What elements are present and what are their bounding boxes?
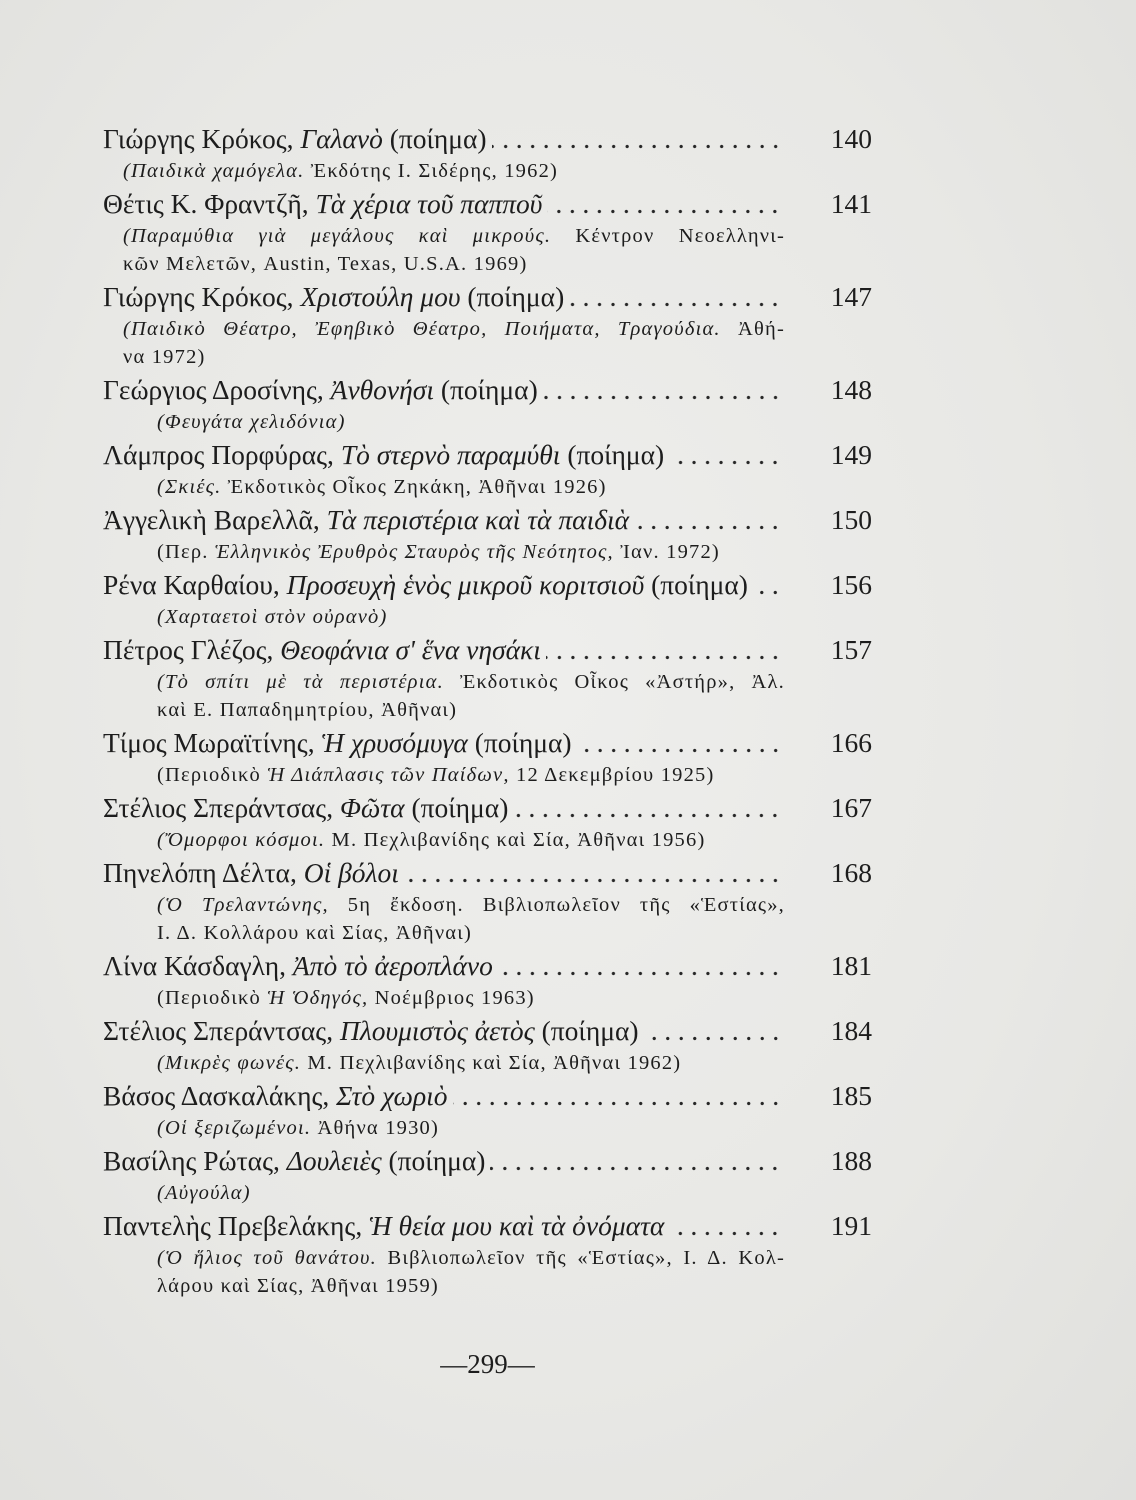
entry-genre-note: (ποίημα): [567, 439, 665, 470]
source-text: Ἀθήνα 1930): [311, 1117, 440, 1139]
entry-page-number: 157: [830, 634, 872, 665]
entry-title: Φῶτα: [339, 792, 405, 823]
entry-title: Τὰ περιστέρια καὶ τὰ παιδιὰ: [326, 504, 630, 535]
entry-genre-note: (ποίημα): [389, 123, 487, 154]
dot-leader: [644, 1012, 782, 1049]
entry-source: [157, 473, 785, 501]
entry-page-number: 149: [830, 439, 872, 470]
entry-heading-text: [103, 947, 493, 984]
entry-heading: [103, 1077, 872, 1114]
dot-leader: [547, 185, 782, 222]
entry-source: [157, 1114, 785, 1142]
entry-title: Ἡ χρυσόμυγα: [321, 727, 468, 758]
entry-source-line: [157, 891, 785, 919]
entry-heading: [103, 1142, 872, 1179]
contents-entry: [103, 501, 872, 566]
source-text: (Περιοδικὸ: [157, 987, 268, 1009]
contents-entry: [103, 278, 872, 371]
entry-page-number: 156: [830, 569, 872, 600]
entry-title: Θεοφάνια σ' ἕνα νησάκι: [280, 634, 541, 665]
entry-source-line: [157, 473, 785, 501]
source-text: Ι. Δ. Κολλάρου καὶ Σίας, Ἀθῆναι): [157, 922, 472, 944]
contents-entry: [103, 854, 872, 947]
source-publication-title: (Χαρταετοὶ στὸν οὐρανὸ): [157, 606, 388, 628]
source-publication-title: (Φευγάτα χελιδόνια): [157, 411, 346, 433]
entry-heading-text: [103, 371, 538, 408]
entry-author: Στέλιος Σπεράντσας,: [103, 792, 334, 823]
entry-source-line: [123, 222, 785, 250]
entry-author: Λάμπρος Πορφύρας,: [103, 439, 334, 470]
source-text: καὶ Ε. Παπαδημητρίου, Ἀθῆναι): [157, 699, 458, 721]
source-text: Βιβλιοπωλεῖον τῆς «Ἑστίας», Ι. Δ. Κολ-: [376, 1247, 785, 1269]
entry-source: [157, 1244, 785, 1300]
entry-heading: [103, 278, 872, 315]
entry-author: Βασίλης Ρώτας,: [103, 1145, 280, 1176]
entry-source: [157, 1049, 785, 1077]
entry-source-line: [123, 315, 785, 343]
dot-leader: [543, 371, 782, 408]
entry-heading-text: [103, 1142, 485, 1179]
entry-heading-text: [103, 566, 748, 603]
dot-leader: [498, 947, 782, 984]
entry-source-line: [123, 343, 785, 371]
source-text: Κέντρον Νεοελληνι-: [551, 225, 785, 247]
entry-genre-note: (ποίημα): [651, 569, 748, 600]
dot-leader: [634, 501, 782, 538]
entry-title: Οἱ βόλοι: [303, 857, 399, 888]
entry-author: Γιώργης Κρόκος,: [103, 123, 294, 154]
entry-source-line: [157, 1244, 785, 1272]
entry-heading: [103, 566, 872, 603]
entry-heading: [103, 947, 872, 984]
entry-author: Γιώργης Κρόκος,: [103, 281, 294, 312]
source-text: Ἐκδοτικὸς Οἶκος «Ἀστήρ», Ἀλ.: [443, 671, 786, 693]
entry-source: [157, 984, 785, 1012]
entry-heading: [103, 185, 872, 222]
dot-leader: [753, 566, 782, 603]
entry-source-line: [157, 984, 785, 1012]
entry-source-line: [157, 408, 785, 436]
entry-page-number: 150: [830, 504, 872, 535]
source-text: 12 Δεκεμβρίου 1925): [509, 764, 715, 786]
source-text: Μ. Πεχλιβανίδης καὶ Σία, Ἀθῆναι 1962): [301, 1052, 682, 1074]
contents-entry: [103, 631, 872, 724]
entry-heading: [103, 436, 872, 473]
entry-title: Στὸ χωριὸ: [336, 1080, 448, 1111]
entry-heading: [103, 1012, 872, 1049]
contents-list: [103, 120, 872, 1300]
source-publication-title: (Παιδικὸ Θέατρο, Ἐφηβικὸ Θέατρο, Ποιήματα, Τραγούδια.: [123, 318, 721, 340]
source-text: Μ. Πεχλιβανίδης καὶ Σία, Ἀθῆναι 1956): [325, 829, 706, 851]
entry-page-number: 168: [830, 857, 872, 888]
entry-author: Παντελὴς Πρεβελάκης,: [103, 1210, 363, 1241]
entry-heading: [103, 724, 872, 761]
dot-leader: [546, 631, 782, 668]
dot-leader: [669, 436, 782, 473]
entry-page-number: 191: [830, 1210, 872, 1241]
entry-page-number: 184: [830, 1015, 872, 1046]
source-publication-title: (Σκιές.: [157, 476, 222, 498]
entry-source-line: [157, 919, 785, 947]
entry-source-line: [157, 538, 785, 566]
entry-source: [157, 826, 785, 854]
source-text: λάρου καὶ Σίας, Ἀθῆναι 1959): [157, 1275, 439, 1297]
entry-author: Ἀγγελικὴ Βαρελλᾶ,: [103, 504, 320, 535]
entry-genre-note: (ποίημα): [388, 1145, 486, 1176]
entry-source: [157, 761, 785, 789]
entry-heading: [103, 371, 872, 408]
entry-author: Πέτρος Γλέζος,: [103, 634, 274, 665]
entry-heading: [103, 120, 872, 157]
entry-source: [123, 315, 785, 371]
contents-entry: [103, 120, 872, 185]
source-text: Νοέμβριος 1963): [368, 987, 535, 1009]
folio-page-number: —299—: [440, 1349, 535, 1379]
entry-heading: [103, 789, 872, 826]
source-text: Ἀθή-: [720, 318, 785, 340]
entry-genre-note: (ποίημα): [474, 727, 572, 758]
source-text: (Περ.: [157, 541, 215, 563]
contents-entry: [103, 1077, 872, 1142]
dot-leader: [669, 1207, 782, 1244]
dot-leader: [453, 1077, 782, 1114]
entry-title: Πλουμιστὸς ἀετὸς: [339, 1015, 535, 1046]
entry-genre-note: (ποίημα): [541, 1015, 639, 1046]
entry-title: Ἀνθονήσι: [330, 374, 434, 405]
contents-entry: [103, 566, 872, 631]
entry-heading-text: [103, 501, 629, 538]
contents-entry: [103, 947, 872, 1012]
entry-title: Τὸ στερνὸ παραμύθι: [340, 439, 561, 470]
contents-entry: [103, 1207, 872, 1300]
entry-source-line: [157, 1179, 785, 1207]
dot-leader: [490, 1142, 782, 1179]
source-publication-title: (Παραμύθια γιὰ μεγάλους καὶ μικρούς.: [123, 225, 552, 247]
entry-genre-note: (ποίημα): [440, 374, 538, 405]
entry-author: Στέλιος Σπεράντσας,: [103, 1015, 334, 1046]
entry-source-line: [157, 696, 785, 724]
entry-title: Γαλανὸ: [300, 123, 383, 154]
source-publication-title: (Οἱ ξεριζωμένοι.: [157, 1117, 312, 1139]
contents-entry: [103, 1142, 872, 1207]
entry-heading: [103, 854, 872, 891]
dot-leader: [492, 120, 782, 157]
entry-page-number: 141: [830, 188, 872, 219]
entry-source-line: [157, 761, 785, 789]
entry-title: Ἀπὸ τὸ ἀεροπλάνο: [292, 950, 493, 981]
entry-source: [157, 603, 785, 631]
source-publication-title: (Παιδικὰ χαμόγελα.: [123, 160, 305, 182]
source-text: (Περιοδικὸ: [157, 764, 268, 786]
source-publication-title: (Ὁ ἥλιος τοῦ θανάτου.: [157, 1247, 377, 1269]
entry-source-line: [157, 1049, 785, 1077]
entry-genre-note: (ποίημα): [411, 792, 509, 823]
entry-title: Δουλειὲς: [286, 1145, 382, 1176]
dot-leader: [577, 724, 782, 761]
contents-entry: [103, 1012, 872, 1077]
entry-page-number: 148: [830, 374, 872, 405]
entry-title: Ἡ θεία μου καὶ τὰ ὀνόματα: [369, 1210, 665, 1241]
entry-source: [157, 408, 785, 436]
entry-author: Τίμος Μωραϊτίνης,: [103, 727, 315, 758]
entry-heading-text: [103, 185, 542, 222]
source-publication-title: (Τὸ σπίτι μὲ τὰ περιστέρια.: [157, 671, 444, 693]
entry-heading-text: [103, 789, 508, 826]
entry-heading-text: [103, 724, 572, 761]
entry-source-line: [157, 826, 785, 854]
source-text: Ἐκδοτικὸς Οἶκος Ζηκάκη, Ἀθῆναι 1926): [221, 476, 607, 498]
entry-page-number: 167: [830, 792, 872, 823]
entry-genre-note: (ποίημα): [467, 281, 565, 312]
entry-page-number: 185: [830, 1080, 872, 1111]
entry-author: Πηνελόπη Δέλτα,: [103, 857, 297, 888]
entry-heading: [103, 501, 872, 538]
contents-entry: [103, 436, 872, 501]
entry-title: Τὰ χέρια τοῦ παπποῦ: [315, 188, 543, 219]
entry-source: [157, 538, 785, 566]
entry-author: Ρένα Καρθαίου,: [103, 569, 280, 600]
source-publication-title: (Αὐγούλα): [157, 1182, 251, 1204]
entry-source-line: [157, 603, 785, 631]
entry-heading-text: [103, 120, 487, 157]
source-text: να 1972): [123, 346, 206, 368]
source-publication-title: (Ὄμορφοι κόσμοι.: [157, 829, 326, 851]
source-publication-title: Ἡ Διάπλασις τῶν Παίδων,: [267, 764, 510, 786]
contents-entry: [103, 371, 872, 436]
contents-entry: [103, 789, 872, 854]
dot-leader: [404, 854, 782, 891]
entry-author: Βάσος Δασκαλάκης,: [103, 1080, 330, 1111]
entry-source-line: [123, 250, 785, 278]
entry-title: Προσευχὴ ἑνὸς μικροῦ κοριτσιοῦ: [286, 569, 645, 600]
entry-heading-text: [103, 1077, 448, 1114]
contents-entry: [103, 185, 872, 278]
source-publication-title: (Ὁ Τρελαντώνης,: [157, 894, 329, 916]
entry-source-line: [157, 1272, 785, 1300]
entry-page-number: 147: [830, 281, 872, 312]
entry-author: Θέτις Κ. Φραντζῆ,: [103, 188, 309, 219]
entry-source-line: [157, 1114, 785, 1142]
entry-author: Λίνα Κάσδαγλη,: [103, 950, 286, 981]
entry-source: [123, 222, 785, 278]
entry-page-number: 181: [830, 950, 872, 981]
source-publication-title: Ἡ Ὁδηγός,: [267, 987, 369, 1009]
entry-source: [157, 891, 785, 947]
source-text: Ἰαν. 1972): [613, 541, 720, 563]
entry-heading-text: [103, 631, 541, 668]
entry-heading: [103, 1207, 872, 1244]
entry-heading: [103, 631, 872, 668]
entry-heading-text: [103, 854, 399, 891]
entry-source-line: [123, 157, 785, 185]
entry-title: Χριστούλη μου: [300, 281, 461, 312]
contents-entry: [103, 724, 872, 789]
entry-source: [157, 1179, 785, 1207]
entry-heading-text: [103, 436, 664, 473]
dot-leader: [569, 278, 782, 315]
source-publication-title: (Μικρὲς φωνές.: [157, 1052, 302, 1074]
entry-source: [123, 157, 785, 185]
entry-heading-text: [103, 1012, 639, 1049]
entry-source-line: [157, 668, 785, 696]
entry-author: Γεώργιος Δροσίνης,: [103, 374, 324, 405]
source-text: κῶν Μελετῶν, Austin, Texas, U.S.A. 1969): [123, 253, 528, 275]
dot-leader: [513, 789, 782, 826]
entry-page-number: 166: [830, 727, 872, 758]
source-text: 5η ἔκδοση. Βιβλιοπωλεῖον τῆς «Ἑστίας»,: [328, 894, 785, 916]
entry-heading-text: [103, 1207, 664, 1244]
source-publication-title: Ἑλληνικὸς Ἐρυθρὸς Σταυρὸς τῆς Νεότητος,: [214, 541, 614, 563]
entry-page-number: 140: [830, 123, 872, 154]
source-text: Ἐκδότης Ι. Σιδέρης, 1962): [304, 160, 559, 182]
entry-heading-text: [103, 278, 564, 315]
entry-source: [157, 668, 785, 724]
entry-page-number: 188: [830, 1145, 872, 1176]
